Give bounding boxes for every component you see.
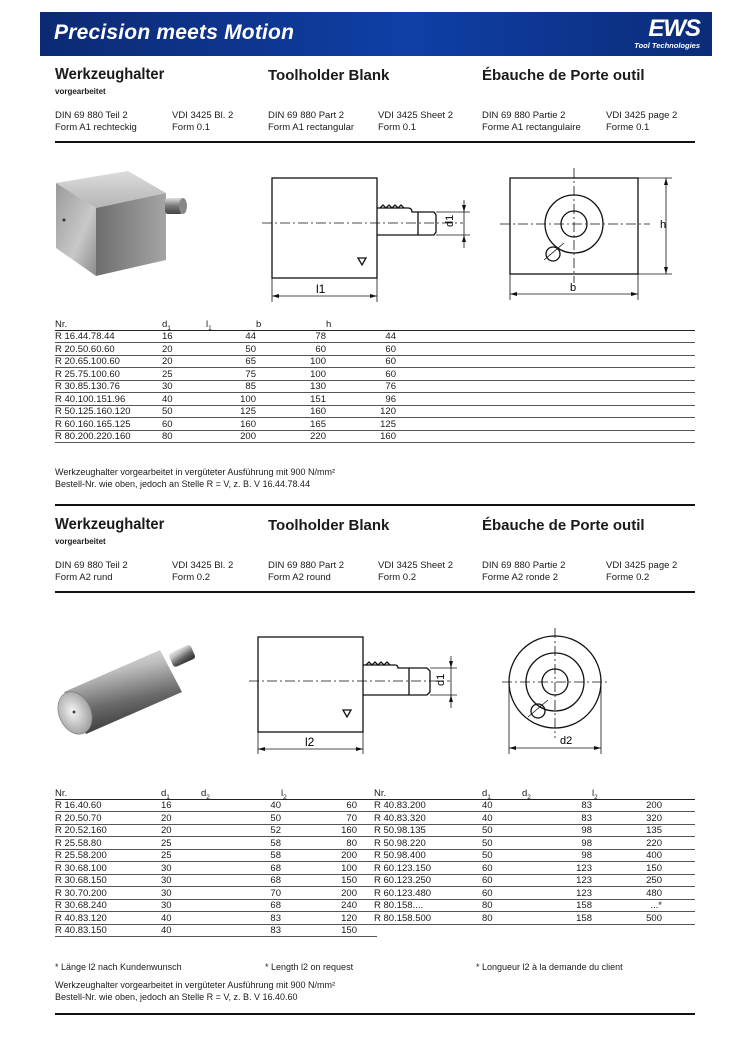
table-cell: R 50.98.220 [374, 837, 482, 850]
product-photo-rectangular [48, 168, 193, 280]
table-cell: 135 [592, 824, 662, 837]
table-cell: 150 [281, 874, 357, 887]
section2-title-en: Toolholder Blank [268, 517, 390, 534]
table-cell: 98 [522, 849, 592, 862]
col-nr: Nr. [55, 787, 161, 799]
dim-l2-label: l2 [305, 735, 315, 749]
dim-d2-label: d2 [560, 735, 573, 747]
table-cell: 20 [162, 355, 206, 368]
table-row [374, 862, 695, 875]
table-cell: R 25.75.100.60 [55, 368, 162, 381]
section1-title-de: Werkzeughalter [55, 66, 165, 83]
table-cell: 83 [522, 799, 592, 812]
col-d2: $d_2$ [201, 787, 281, 799]
std-din-de: DIN 69 880 Teil 2 Form A1 rechteckig [55, 110, 137, 133]
table-cell: 60 [326, 343, 396, 356]
table-row [55, 912, 377, 925]
table-cell: 30 [161, 899, 201, 912]
section1-title-fr: Ébauche de Porte outil [482, 67, 645, 84]
table-cell: 25 [161, 837, 201, 850]
footnote-en: * Length l2 on request [265, 962, 354, 972]
table-cell: 150 [281, 924, 357, 937]
technical-drawing-side-view-round [245, 630, 470, 760]
std-vdi-en: VDI 3425 Sheet 2 Form 0.2 [378, 560, 453, 583]
table-cell: R 50.125.160.120 [55, 405, 162, 418]
table-cell: R 80.200.220.160 [55, 430, 162, 443]
table-row [55, 824, 377, 837]
col-h: h [326, 318, 396, 330]
table-cell: R 40.83.150 [55, 924, 161, 937]
section1-table [55, 318, 695, 443]
table-cell: R 25.58.80 [55, 837, 161, 850]
std-vdi-fr: VDI 3425 page 2 Forme 0.2 [606, 560, 678, 583]
table-row [55, 380, 695, 393]
col-d2: $d_2$ [522, 787, 592, 799]
table-cell: 100 [206, 393, 256, 406]
technical-drawing-front-view-rect [500, 168, 680, 308]
table-cell: 100 [256, 355, 326, 368]
table-cell: R 40.100.151.96 [55, 393, 162, 406]
dim-h-label: h [660, 219, 667, 231]
table-row [55, 343, 695, 356]
table-row [55, 418, 695, 431]
table-cell: R 30.85.130.76 [55, 380, 162, 393]
table-cell: 200 [206, 430, 256, 443]
table-cell: R 30.68.100 [55, 862, 161, 875]
table-cell: 40 [482, 799, 522, 812]
table-cell: 240 [281, 899, 357, 912]
table-header-row [374, 787, 695, 799]
table-row [55, 849, 377, 862]
table-cell: R 50.98.400 [374, 849, 482, 862]
table-cell: R 60.123.150 [374, 862, 482, 875]
table-cell: 80 [162, 430, 206, 443]
table-cell: 100 [256, 368, 326, 381]
table-row [55, 405, 695, 418]
table-cell: 76 [326, 380, 396, 393]
table-cell: 60 [326, 368, 396, 381]
table-row [55, 874, 377, 887]
table-cell: 123 [522, 862, 592, 875]
table-cell: 200 [281, 849, 357, 862]
section2-note-2: Bestell-Nr. wie oben, jedoch an Stelle R = V, z. B. V 16.40.60 [55, 992, 298, 1002]
table-cell: 158 [522, 899, 592, 912]
table-cell: 50 [201, 812, 281, 825]
table-cell: R 20.52.160 [55, 824, 161, 837]
table-cell: 68 [201, 862, 281, 875]
table-cell: 65 [206, 355, 256, 368]
table-cell: 44 [206, 330, 256, 343]
table-cell: 58 [201, 837, 281, 850]
table-cell: 75 [206, 368, 256, 381]
table-cell: 68 [201, 899, 281, 912]
table-row [374, 874, 695, 887]
header-banner [40, 12, 712, 56]
section2-subtitle-de: vorgearbeitet [55, 537, 106, 546]
col-nr: Nr. [374, 787, 482, 799]
table-row [374, 899, 695, 912]
table-cell: R 30.68.150 [55, 874, 161, 887]
table-cell: 25 [162, 368, 206, 381]
std-din-fr: DIN 69 880 Partie 2 Forme A2 ronde 2 [482, 560, 566, 583]
table-cell: R 60.123.250 [374, 874, 482, 887]
section2-note-1: Werkzeughalter vorgearbeitet in vergüteter Ausführung mit 900 N/mm² [55, 980, 335, 990]
table-cell: R 16.40.60 [55, 799, 161, 812]
table-cell: ...* [592, 899, 662, 912]
table-row [374, 837, 695, 850]
table-cell: 160 [206, 418, 256, 431]
std-din-fr: DIN 69 880 Partie 2 Forme A1 rectangulaire [482, 110, 581, 133]
table-cell: 96 [326, 393, 396, 406]
table-cell: 83 [201, 912, 281, 925]
col-l2: $l_2$ [281, 787, 357, 799]
table-row [55, 862, 377, 875]
std-vdi-de: VDI 3425 Bl. 2 Form 0.2 [172, 560, 234, 583]
table-cell: R 40.83.320 [374, 812, 482, 825]
std-din-en: DIN 69 880 Part 2 Form A1 rectangular [268, 110, 355, 133]
table-header-row [55, 318, 695, 330]
table-cell: 70 [201, 887, 281, 900]
table-cell: 60 [482, 874, 522, 887]
table-cell: R 20.50.60.60 [55, 343, 162, 356]
table-cell: 16 [162, 330, 206, 343]
table-cell: R 30.70.200 [55, 887, 161, 900]
footnote-de: * Länge l2 nach Kundenwunsch [55, 962, 182, 972]
dim-b-label: b [570, 282, 577, 294]
table-cell: R 60.123.480 [374, 887, 482, 900]
section2-title-fr: Ébauche de Porte outil [482, 517, 645, 534]
technical-drawing-front-view-round [500, 620, 620, 760]
table-row [55, 393, 695, 406]
table-cell: 70 [281, 812, 357, 825]
section1-title-en: Toolholder Blank [268, 67, 390, 84]
table-cell: 60 [281, 799, 357, 812]
table-cell: 125 [326, 418, 396, 431]
table-cell: 160 [256, 405, 326, 418]
table-row [374, 812, 695, 825]
col-nr: Nr. [55, 318, 162, 330]
section1-note-1: Werkzeughalter vorgearbeitet in vergüteter Ausführung mit 900 N/mm² [55, 467, 335, 477]
table-cell: 80 [281, 837, 357, 850]
table-cell: R 25.58.200 [55, 849, 161, 862]
section2-table-left [55, 787, 377, 937]
table-cell: 40 [162, 393, 206, 406]
table-cell: 68 [201, 874, 281, 887]
divider [55, 591, 695, 593]
table-cell: 60 [256, 343, 326, 356]
table-cell: 480 [592, 887, 662, 900]
logo-subtext: Tool Technologies [634, 41, 700, 50]
table-cell: 80 [482, 899, 522, 912]
table-cell: 60 [326, 355, 396, 368]
table-row [374, 912, 695, 925]
table-cell: 60 [162, 418, 206, 431]
table-cell: 250 [592, 874, 662, 887]
table-cell: 30 [161, 874, 201, 887]
table-cell: 160 [326, 430, 396, 443]
table-cell: 400 [592, 849, 662, 862]
dim-l1-label: l1 [316, 282, 326, 296]
table-cell: R 40.83.120 [55, 912, 161, 925]
table-cell: R 16.44.78.44 [55, 330, 162, 343]
table-cell: 98 [522, 824, 592, 837]
table-row [55, 799, 377, 812]
table-cell: 30 [162, 380, 206, 393]
table-cell: 20 [161, 824, 201, 837]
table-cell: 58 [201, 849, 281, 862]
technical-drawing-side-view-rect [258, 170, 483, 310]
table-cell: 80 [482, 912, 522, 925]
table-cell: 500 [592, 912, 662, 925]
table-cell: 50 [482, 837, 522, 850]
table-cell: 50 [206, 343, 256, 356]
dim-d1-label: d1 [435, 673, 447, 686]
table-cell: 20 [162, 343, 206, 356]
table-cell: 30 [161, 862, 201, 875]
table-cell: 83 [201, 924, 281, 937]
table-cell: 25 [161, 849, 201, 862]
table-cell: 60 [482, 862, 522, 875]
table-cell: R 80.158.500 [374, 912, 482, 925]
table-cell: 123 [522, 874, 592, 887]
table-cell: 50 [482, 824, 522, 837]
table-cell: R 50.98.135 [374, 824, 482, 837]
table-cell: 50 [162, 405, 206, 418]
col-l2: $l_2$ [592, 787, 662, 799]
table-cell: 123 [522, 887, 592, 900]
table-row [374, 824, 695, 837]
table-cell: 30 [161, 887, 201, 900]
table-header-row [55, 787, 377, 799]
table-cell: 158 [522, 912, 592, 925]
table-cell: 44 [326, 330, 396, 343]
table-cell: 125 [206, 405, 256, 418]
table-row [55, 924, 377, 937]
table-cell: 165 [256, 418, 326, 431]
col-d1: $d_1$ [482, 787, 522, 799]
table-row [55, 812, 377, 825]
table-cell: 160 [281, 824, 357, 837]
table-cell: R 20.50.70 [55, 812, 161, 825]
table-cell: R 80.158.... [374, 899, 482, 912]
table-row [374, 887, 695, 900]
col-b: b [256, 318, 326, 330]
footnote-fr: * Longueur l2 à la demande du client [476, 962, 623, 972]
table-row [55, 837, 377, 850]
table-cell: 16 [161, 799, 201, 812]
section2-table-right [374, 787, 695, 925]
section2-title-de: Werkzeughalter [55, 516, 165, 533]
table-row [55, 887, 377, 900]
section1-subtitle-de: vorgearbeitet [55, 87, 106, 96]
table-cell: R 60.160.165.125 [55, 418, 162, 431]
table-cell: 52 [201, 824, 281, 837]
std-din-en: DIN 69 880 Part 2 Form A2 round [268, 560, 345, 583]
table-row [55, 899, 377, 912]
table-cell: 130 [256, 380, 326, 393]
table-cell: R 30.68.240 [55, 899, 161, 912]
table-row [55, 330, 695, 343]
table-cell: 200 [281, 887, 357, 900]
std-vdi-fr: VDI 3425 page 2 Forme 0.1 [606, 110, 678, 133]
table-cell: 85 [206, 380, 256, 393]
table-cell: R 20.65.100.60 [55, 355, 162, 368]
table-cell: 200 [592, 799, 662, 812]
table-cell: 78 [256, 330, 326, 343]
table-row [55, 430, 695, 443]
col-d1: $d_1$ [161, 787, 201, 799]
dim-d1-label: d1 [444, 214, 456, 227]
table-cell: 40 [161, 924, 201, 937]
table-row [55, 355, 695, 368]
table-cell: 40 [201, 799, 281, 812]
table-row [374, 849, 695, 862]
table-cell: 150 [592, 862, 662, 875]
col-l1: $l_1$ [206, 318, 256, 330]
table-cell: 83 [522, 812, 592, 825]
table-row [55, 368, 695, 381]
table-cell: R 40.83.200 [374, 799, 482, 812]
table-cell: 40 [482, 812, 522, 825]
std-din-de: DIN 69 880 Teil 2 Form A2 rund [55, 560, 128, 583]
banner-title: Precision meets Motion [54, 21, 295, 44]
col-d1: $d_1$ [162, 318, 206, 330]
table-cell: 120 [281, 912, 357, 925]
product-photo-round [42, 640, 202, 740]
table-cell: 151 [256, 393, 326, 406]
std-vdi-de: VDI 3425 Bl. 2 Form 0.1 [172, 110, 234, 133]
table-row [374, 799, 695, 812]
table-cell: 98 [522, 837, 592, 850]
table-cell: 120 [326, 405, 396, 418]
table-cell: 320 [592, 812, 662, 825]
section1-note-2: Bestell-Nr. wie oben, jedoch an Stelle R = V, z. B. V 16.44.78.44 [55, 479, 311, 489]
divider [55, 1013, 695, 1015]
std-vdi-en: VDI 3425 Sheet 2 Form 0.1 [378, 110, 453, 133]
table-cell: 60 [482, 887, 522, 900]
table-cell: 220 [256, 430, 326, 443]
divider [55, 504, 695, 506]
table-cell: 100 [281, 862, 357, 875]
table-cell: 220 [592, 837, 662, 850]
company-logo [620, 17, 700, 51]
table-cell: 20 [161, 812, 201, 825]
table-cell: 40 [161, 912, 201, 925]
divider [55, 141, 695, 143]
logo-text: EWS [648, 15, 700, 42]
table-cell: 50 [482, 849, 522, 862]
